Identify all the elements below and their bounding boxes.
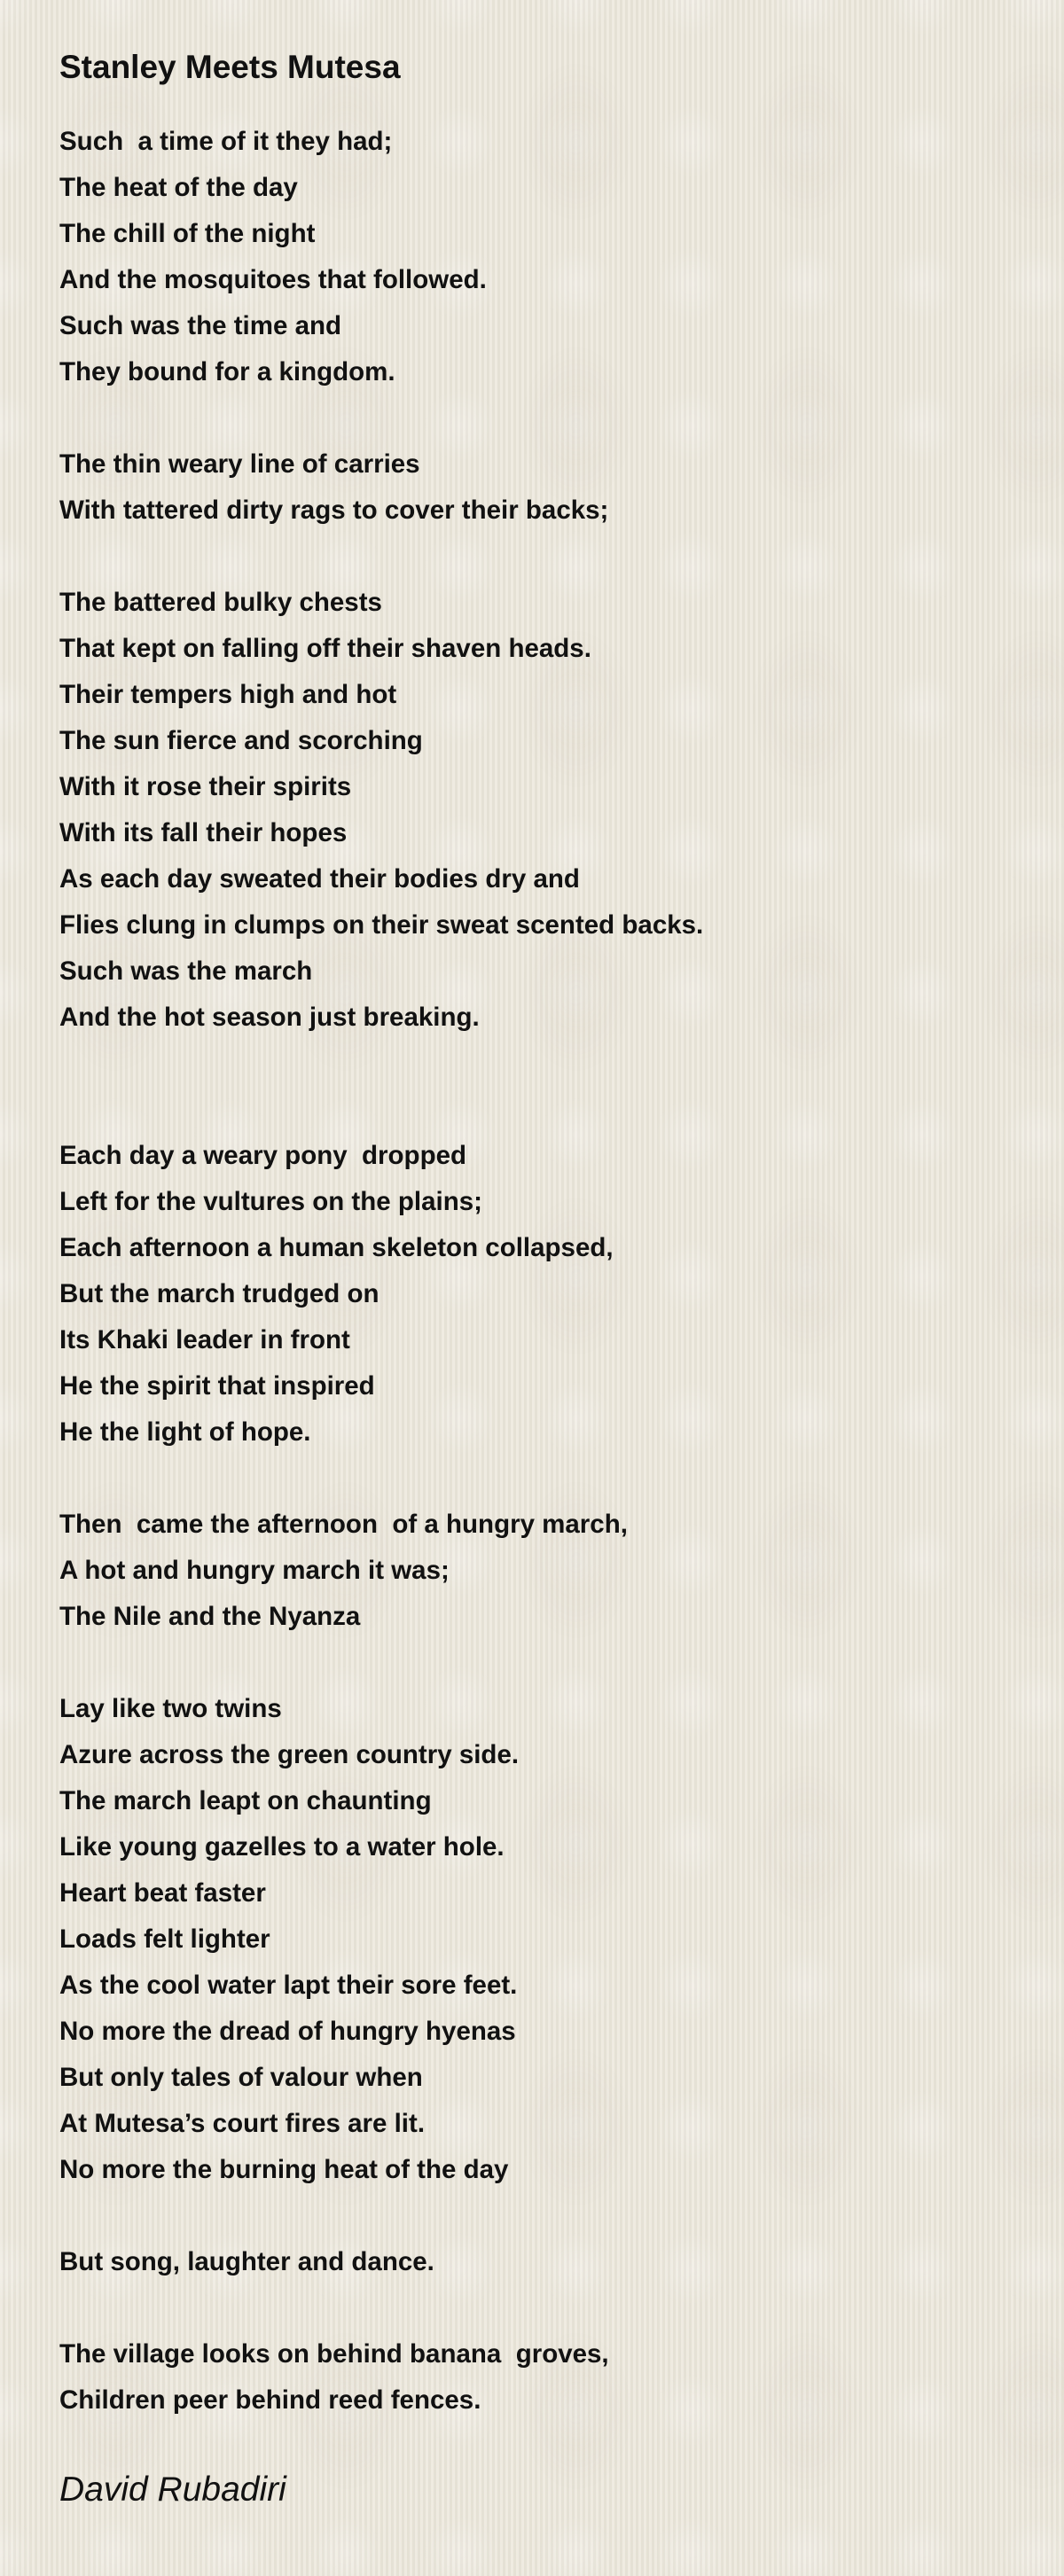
poem-line: As each day sweated their bodies dry and (59, 864, 580, 894)
poem-line: With tattered dirty rags to cover their backs; (59, 496, 609, 525)
stanza-6 (59, 1686, 1017, 2193)
poem-line: They bound for a kingdom. (59, 357, 395, 386)
poem-line: The thin weary line of carries (59, 449, 420, 479)
stanza-break (59, 2285, 1017, 2331)
poem-line: At Mutesa’s court fires are lit. (59, 2109, 426, 2138)
stanza-break (59, 1640, 1017, 1686)
poem-container (59, 46, 1017, 2512)
poem-line: The Nile and the Nyanza (59, 1602, 361, 1631)
stanza-3 (59, 580, 1017, 1041)
poem-line: Like young gazelles to a water hole. (59, 1832, 505, 1862)
poem-line: The battered bulky chests (59, 588, 382, 617)
poem-line: Children peer behind reed fences. (59, 2385, 481, 2415)
poem-line: Such was the march (59, 956, 313, 986)
poem-line: As the cool water lapt their sore feet. (59, 1971, 518, 2000)
poem-author: David Rubadiri (59, 2471, 286, 2509)
poem-line: And the hot season just breaking. (59, 1003, 480, 1032)
poem-line: Such a time of it they had; (59, 127, 393, 156)
poem-line: But song, laughter and dance. (59, 2247, 434, 2276)
poem-line: Their tempers high and hot (59, 680, 397, 709)
poem-line: Such was the time and (59, 311, 342, 340)
poem-line: He the spirit that inspired (59, 1371, 375, 1401)
poem-line: No more the dread of hungry hyenas (59, 2017, 516, 2046)
stanza-2 (59, 441, 1017, 534)
stanza-break (59, 534, 1017, 580)
poem-line: With its fall their hopes (59, 818, 348, 847)
poem-line: The heat of the day (59, 173, 298, 202)
poem-line: With it rose their spirits (59, 772, 352, 801)
stanza-8 (59, 2331, 1017, 2424)
poem-line: The village looks on behind banana groves, (59, 2339, 609, 2369)
stanza-break (59, 2193, 1017, 2239)
poem-line: He the light of hope. (59, 1417, 311, 1447)
poem-line: Azure across the green country side. (59, 1740, 520, 1769)
poem-line: Lay like two twins (59, 1694, 282, 1723)
stanza-break (59, 1456, 1017, 1502)
poem-line: Each afternoon a human skeleton collapsed, (59, 1233, 614, 1262)
stanza-4 (59, 1133, 1017, 1456)
poem-line: The march leapt on chaunting (59, 1786, 432, 1815)
poem-line: Its Khaki leader in front (59, 1325, 350, 1354)
poem-line: Heart beat faster (59, 1878, 266, 1908)
stanza-break (59, 395, 1017, 441)
poem-line: Each day a weary pony dropped (59, 1141, 467, 1170)
poem-line: And the mosquitoes that followed. (59, 265, 487, 294)
poem-line: Then came the afternoon of a hungry march, (59, 1510, 628, 1539)
poem-line: Loads felt lighter (59, 1924, 270, 1954)
poem-line: Flies clung in clumps on their sweat scented backs. (59, 910, 704, 940)
stanza-5 (59, 1502, 1017, 1640)
poem-body (59, 119, 1017, 2424)
poem-line: The sun fierce and scorching (59, 726, 423, 755)
stanza-break (59, 1041, 1017, 1133)
poem-title: Stanley Meets Mutesa (59, 49, 401, 85)
poem-line: But the march trudged on (59, 1279, 379, 1308)
stanza-1 (59, 119, 1017, 395)
poem-line: A hot and hungry march it was; (59, 1556, 450, 1585)
poem-line: No more the burning heat of the day (59, 2155, 509, 2184)
poem-line: Left for the vultures on the plains; (59, 1187, 482, 1216)
poem-line: But only tales of valour when (59, 2063, 423, 2092)
stanza-7 (59, 2239, 1017, 2285)
poem-line: The chill of the night (59, 219, 316, 248)
poem-line: That kept on falling off their shaven heads. (59, 634, 591, 663)
